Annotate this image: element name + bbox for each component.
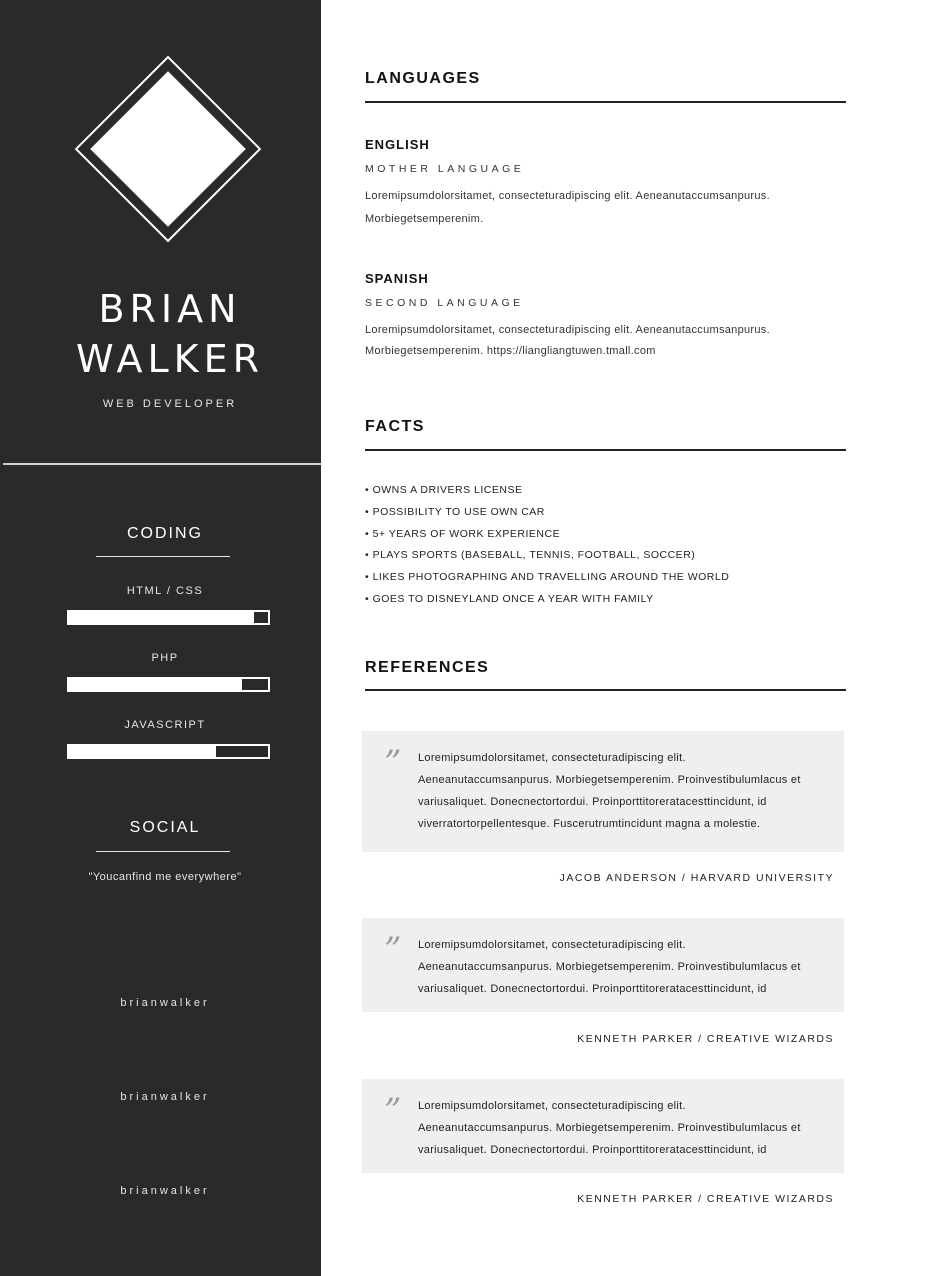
reference-line: Aeneanutaccumsanpurus. Morbiegetsemperenim. Proinvestibulumlacus et [418,774,801,786]
job-title: WEB DEVELOPER [102,398,238,410]
language-description-line: Loremipsumdolorsitamet, consecteturadipiscing elit. Aeneanutaccumsanpurus. [365,324,770,336]
reference-text [418,747,838,835]
quote-icon: ” [384,743,402,783]
fact-item: • LIKES PHOTOGRAPHING AND TRAVELLING AROUND THE WORLD [365,567,729,589]
language-level-english: MOTHER LANGUAGE [365,163,525,175]
language-description [365,320,835,362]
facts-heading: FACTS [365,418,425,435]
section-rule [365,101,846,103]
reference-author: JACOB ANDERSON / HARVARD UNIVERSITY [559,872,834,884]
first-name: BRIAN [98,287,242,331]
language-level-spanish: SECOND LANGUAGE [365,297,524,309]
reference-card [362,1079,844,1173]
sidebar-divider [3,463,321,465]
reference-line: Aeneanutaccumsanpurus. Morbiegetsemperenim. Proinvestibulumlacus et [418,1122,801,1134]
quote-icon: ” [384,1091,402,1131]
reference-card [362,731,844,852]
reference-line: Loremipsumdolorsitamet, consecteturadipiscing elit. [418,752,686,764]
fact-item: • PLAYS SPORTS (BASEBALL, TENNIS, FOOTBALL, SOCCER) [365,545,729,567]
reference-line: Loremipsumdolorsitamet, consecteturadipiscing elit. [418,939,686,951]
social-heading: SOCIAL [129,819,201,836]
facts-list [365,480,729,611]
social-link[interactable]: brianwalker [120,1185,210,1197]
language-description [365,185,835,231]
reference-line: viverratortorpellentesque. Fuscerutrumtincidunt magna a molestie. [418,818,761,830]
skill-label-php: PHP [151,652,179,664]
fact-item: • OWNS A DRIVERS LICENSE [365,480,729,502]
social-link[interactable]: brianwalker [120,1091,210,1103]
languages-heading: LANGUAGES [365,70,481,87]
fact-item: • 5+ YEARS OF WORK EXPERIENCE [365,524,729,546]
coding-underline [96,556,230,557]
language-description-line: Loremipsumdolorsitamet, consecteturadipiscing elit. Aeneanutaccumsanpurus. [365,190,770,202]
reference-text [418,934,838,1000]
social-underline [96,851,230,852]
fact-item: • POSSIBILITY TO USE OWN CAR [365,502,729,524]
section-rule [365,689,846,691]
reference-line: variusaliquet. Donecnectortordui. Proinporttitoreratacesttincidunt, id [418,983,767,995]
reference-line: Loremipsumdolorsitamet, consecteturadipiscing elit. [418,1100,686,1112]
skill-bar-html-css [67,610,270,625]
quote-icon: ” [384,930,402,970]
reference-card [362,918,844,1012]
reference-text [418,1095,838,1161]
skill-bar-php [67,677,270,692]
section-rule [365,449,846,451]
fact-item: • GOES TO DISNEYLAND ONCE A YEAR WITH FAMILY [365,589,729,611]
skill-fill [69,746,216,757]
social-quote: "Youcanfind me everywhere" [88,871,242,883]
avatar [90,71,246,227]
skill-fill [69,612,254,623]
skill-fill [69,679,242,690]
last-name: WALKER [76,337,264,381]
language-description-line: Morbiegetsemperenim. [365,213,484,225]
reference-author: KENNETH PARKER / CREATIVE WIZARDS [577,1033,834,1045]
main-content [321,0,950,1276]
language-description-line: Morbiegetsemperenim. https://liangliangtuwen.tmall.com [365,345,656,357]
sidebar [0,0,321,1276]
skill-label-html-css: HTML / CSS [126,585,204,597]
skill-label-javascript: JAVASCRIPT [124,719,206,731]
reference-author: KENNETH PARKER / CREATIVE WIZARDS [577,1193,834,1205]
reference-line: Aeneanutaccumsanpurus. Morbiegetsemperenim. Proinvestibulumlacus et [418,961,801,973]
language-name-spanish: SPANISH [365,271,429,286]
reference-line: variusaliquet. Donecnectortordui. Proinporttitoreratacesttincidunt, id [418,1144,767,1156]
social-link[interactable]: brianwalker [120,997,210,1009]
language-name-english: ENGLISH [365,137,430,152]
skill-bar-javascript [67,744,270,759]
references-heading: REFERENCES [365,659,490,676]
coding-heading: CODING [127,525,203,542]
reference-line: variusaliquet. Donecnectortordui. Proinporttitoreratacesttincidunt, id [418,796,767,808]
